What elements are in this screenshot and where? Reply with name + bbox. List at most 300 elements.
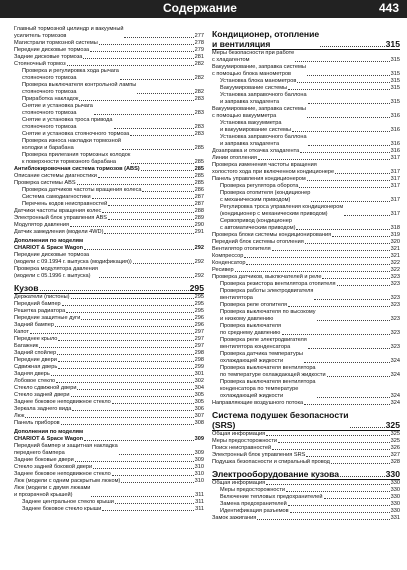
toc-entry[interactable] <box>212 438 400 445</box>
toc-entry-title: Проверка модулятора давления (модели с 05.1996 г. выпуска) <box>14 266 98 279</box>
toc-entry-title: Стекло задней двери <box>14 392 70 398</box>
toc-page-ref: 321 <box>390 246 400 252</box>
toc-dot-leader <box>340 476 385 477</box>
toc-dot-leader <box>58 361 194 362</box>
toc-entry-title: Регулировка троса управления кондиционером (кондиционер с механическим приводом) <box>220 204 344 217</box>
toc-entry-title: Система подушек безопасности (SRS) <box>212 410 349 430</box>
toc-entry-title: Кузов <box>14 283 39 293</box>
toc-entry-title: Передний бампер <box>14 301 61 307</box>
toc-page-ref: 323 <box>390 344 400 350</box>
toc-entry[interactable] <box>14 399 204 406</box>
toc-page-ref: 278 <box>194 40 204 46</box>
toc-dot-leader <box>272 250 390 251</box>
toc-entry-title: Главный тормозной цилиндр и вакуумный усилитель тормозов <box>14 26 124 39</box>
toc-entry[interactable] <box>212 445 400 452</box>
toc-page-ref: 309 <box>194 457 204 463</box>
toc-page-ref: 315 <box>385 39 400 49</box>
toc-page-ref: 316 <box>390 148 400 154</box>
toc-dot-leader <box>77 184 194 185</box>
toc-dot-leader <box>112 403 194 404</box>
toc-entry[interactable] <box>14 131 204 138</box>
toc-page-ref: 285 <box>194 180 204 186</box>
toc-page-ref: 317 <box>390 183 400 189</box>
toc-entry-title: Меры предосторожности <box>212 438 278 444</box>
toc-entry[interactable] <box>212 281 400 288</box>
toc-page-ref: 305 <box>194 399 204 405</box>
toc-dot-leader <box>244 257 389 258</box>
toc-dot-leader <box>130 135 193 136</box>
toc-entry[interactable] <box>14 245 204 252</box>
toc-entry-title: Сдвижная дверь <box>14 364 58 370</box>
toc-entry[interactable] <box>212 508 400 515</box>
toc-entry[interactable] <box>14 308 204 315</box>
toc-entry[interactable] <box>212 309 400 323</box>
toc-page-ref: 330 <box>390 480 400 486</box>
toc-entry[interactable] <box>14 457 204 464</box>
toc-page-ref: 316 <box>390 113 400 119</box>
toc-entry-title: Установка вакуумметра и вакуумирование системы <box>220 120 292 133</box>
toc-dot-leader <box>282 334 390 335</box>
page-number: 443 <box>378 1 399 15</box>
toc-dot-leader <box>292 131 390 132</box>
toc-page-ref: 321 <box>390 253 400 259</box>
toc-page-ref: 316 <box>390 127 400 133</box>
toc-page-ref: 317 <box>390 197 400 203</box>
toc-entry[interactable] <box>14 222 204 229</box>
toc-entry[interactable] <box>14 329 204 336</box>
toc-dot-leader <box>57 354 193 355</box>
toc-page-ref: 323 <box>390 281 400 287</box>
toc-section-heading[interactable] <box>212 29 400 50</box>
toc-page-ref: 288 <box>194 208 204 214</box>
toc-entry[interactable] <box>212 50 400 64</box>
toc-page-ref: 298 <box>194 357 204 363</box>
toc-entry[interactable] <box>14 61 204 68</box>
toc-section-heading[interactable] <box>212 410 400 431</box>
toc-entry[interactable] <box>212 260 400 267</box>
toc-entry-title: Меры предосторожности <box>220 487 286 493</box>
toc-entry[interactable] <box>14 103 204 117</box>
toc-entry[interactable] <box>14 187 204 194</box>
toc-page-ref: 287 <box>194 194 204 200</box>
toc-entry[interactable] <box>212 176 400 183</box>
toc-entry[interactable] <box>212 351 400 365</box>
toc-entry[interactable] <box>14 406 204 413</box>
toc-entry-title: Люк (модели с двумя люками и прозрачной крышей) <box>14 485 91 498</box>
toc-entry[interactable] <box>14 229 204 236</box>
toc-page-ref: 319 <box>390 232 400 238</box>
toc-page-ref: 289 <box>194 215 204 221</box>
toc-page-ref: 323 <box>390 274 400 280</box>
toc-entry[interactable] <box>14 343 204 350</box>
toc-page-ref: 318 <box>390 225 400 231</box>
toc-entry[interactable] <box>212 106 400 120</box>
toc-page-ref: 328 <box>390 459 400 465</box>
toc-entry[interactable] <box>14 499 204 506</box>
toc-page-ref: 324 <box>390 358 400 364</box>
toc-entry[interactable] <box>212 288 400 302</box>
toc-entry[interactable] <box>212 323 400 337</box>
toc-entry[interactable] <box>212 85 400 92</box>
toc-dot-leader <box>296 229 389 230</box>
toc-entry[interactable] <box>14 464 204 471</box>
toc-page-ref: 292 <box>194 273 204 279</box>
toc-entry[interactable] <box>212 274 400 281</box>
toc-entry-title: Компрессор <box>212 253 244 259</box>
toc-entry[interactable] <box>212 64 400 78</box>
toc-entry[interactable] <box>212 337 400 351</box>
toc-entry-title: Проверка выключателя по среднему давлению <box>220 323 282 336</box>
toc-entry-title: Проверка выключателя вентилятора по температуре охлаждающей жидкости <box>220 365 326 378</box>
toc-dot-leader <box>61 424 194 425</box>
toc-entry[interactable] <box>212 452 400 459</box>
toc-entry-title: Включение тепловых предохранителей <box>220 494 323 500</box>
toc-dot-leader <box>331 463 390 464</box>
toc-entry[interactable] <box>212 239 400 246</box>
toc-entry[interactable] <box>212 480 400 487</box>
toc-entry-title: Система самодиагностики <box>22 194 91 200</box>
toc-dot-leader <box>56 382 194 383</box>
toc-entry[interactable] <box>14 152 204 166</box>
toc-dot-leader <box>344 215 389 216</box>
toc-entry[interactable] <box>14 47 204 54</box>
toc-entry-title: Проверка и регулировка хода рычага стояночного тормоза <box>22 68 119 81</box>
toc-entry-title: Проверка блоки системы кондиционирования <box>212 232 332 238</box>
toc-entry[interactable] <box>14 322 204 329</box>
toc-entry[interactable] <box>14 173 204 180</box>
toc-dot-leader <box>327 376 390 377</box>
toc-entry-title: Проверка выключателя контрольной лампы стояночного тормоза <box>22 82 137 95</box>
toc-page-ref: 304 <box>194 385 204 391</box>
toc-entry[interactable] <box>14 350 204 357</box>
toc-entry[interactable] <box>14 506 204 513</box>
toc-page-ref: 282 <box>194 75 204 81</box>
toc-dot-leader <box>75 461 194 462</box>
toc-dot-leader <box>288 505 390 506</box>
toc-entry[interactable] <box>14 208 204 215</box>
toc-page-ref: 295 <box>194 301 204 307</box>
toc-page-ref: 295 <box>189 283 204 293</box>
toc-entry[interactable] <box>14 436 204 443</box>
toc-entry[interactable] <box>212 494 400 501</box>
toc-entry[interactable] <box>212 459 400 466</box>
toc-page-ref: 285 <box>194 159 204 165</box>
toc-entry-title: Антиблокировочная система тормозов (ABS) <box>14 166 140 172</box>
toc-entry[interactable] <box>212 379 400 400</box>
toc-dot-leader <box>306 456 389 457</box>
toc-entry-title: Передние защитные дуги <box>14 315 81 321</box>
toc-page-ref: 292 <box>194 259 204 265</box>
toc-dot-leader <box>235 271 390 272</box>
toc-entry[interactable] <box>212 253 400 260</box>
toc-entry-title: Задние дисковые тормоза <box>14 54 83 60</box>
toc-entry-title: Зеркала заднего вида <box>14 406 72 412</box>
toc-dot-leader <box>90 51 194 52</box>
toc-entry-title: Задняя дверь <box>14 371 50 377</box>
toc-entry[interactable] <box>14 371 204 378</box>
toc-entry[interactable] <box>14 68 204 82</box>
toc-page-ref: 295 <box>194 294 204 300</box>
toc-dot-leader <box>320 46 384 47</box>
toc-dot-leader <box>299 187 389 188</box>
toc-section-heading[interactable] <box>212 469 400 480</box>
toc-page-ref: 285 <box>194 173 204 179</box>
toc-entry[interactable] <box>212 92 400 106</box>
toc-entry-title: Вакуумирование, заправка системы с помощью блока манометров <box>212 64 306 77</box>
toc-dot-leader <box>71 396 194 397</box>
toc-entry-title: Датчики частоты вращения колес <box>14 208 102 214</box>
toc-page-ref: 290 <box>194 222 204 228</box>
toc-dot-leader <box>142 191 193 192</box>
toc-entry-title: Люк (модели с одним раскрытым люком) <box>14 478 121 484</box>
toc-page-ref: 292 <box>194 245 204 251</box>
toc-dot-leader <box>122 149 194 150</box>
toc-dot-leader <box>307 117 390 118</box>
toc-dot-leader <box>288 306 390 307</box>
toc-entry[interactable] <box>14 471 204 478</box>
toc-page-ref: 317 <box>390 211 400 217</box>
toc-entry-title: Перечень кодов неисправностей <box>22 201 108 207</box>
toc-entry[interactable] <box>14 478 204 485</box>
toc-dot-leader <box>84 249 194 250</box>
toc-entry[interactable] <box>212 232 400 239</box>
toc-entry[interactable] <box>14 485 204 499</box>
toc-page-ref: 282 <box>194 61 204 67</box>
toc-page-ref: 287 <box>194 201 204 207</box>
toc-entry[interactable] <box>212 487 400 494</box>
toc-entry-title: CHARIOT & Space Wagon <box>14 436 84 442</box>
toc-entry-title: Задние боковые двери <box>14 457 74 463</box>
toc-entry-title: Проверка выключателя вентилятора конденсатора по температуре охлаждающей жидкости <box>220 379 316 399</box>
toc-entry[interactable] <box>212 183 400 190</box>
toc-entry-title: Решетка радиатора <box>14 308 66 314</box>
toc-entry[interactable] <box>212 218 400 232</box>
toc-entry[interactable] <box>14 266 204 280</box>
toc-dot-leader <box>308 348 390 349</box>
toc-page-ref: 299 <box>194 364 204 370</box>
toc-entry[interactable] <box>14 194 204 201</box>
toc-entry[interactable] <box>14 443 204 457</box>
toc-dot-leader <box>290 512 390 513</box>
toc-dot-leader <box>39 347 193 348</box>
toc-page-ref: 282 <box>194 89 204 95</box>
toc-entry[interactable] <box>212 78 400 85</box>
toc-dot-leader <box>350 427 385 428</box>
toc-entry-title: Проверка износа накладки тормозной колодки и барабана <box>22 138 121 151</box>
toc-dot-leader <box>102 510 194 511</box>
toc-page-ref: 283 <box>194 110 204 116</box>
toc-entry-title: Заднее боковое стекло крыши <box>22 506 102 512</box>
toc-entry[interactable] <box>212 400 400 407</box>
toc-page-ref: 317 <box>390 169 400 175</box>
toc-entry[interactable] <box>14 180 204 187</box>
toc-entry[interactable] <box>212 190 400 204</box>
toc-dot-leader <box>286 491 390 492</box>
toc-section-heading[interactable] <box>14 283 204 294</box>
toc-entry-title: Вентилятор отопителя <box>212 246 271 252</box>
toc-page-ref: 285 <box>194 145 204 151</box>
toc-entry[interactable] <box>212 501 400 508</box>
toc-subheading: Дополнения по моделям <box>14 238 84 244</box>
toc-entry-title: Панель управления кондиционером <box>212 176 306 182</box>
toc-entry[interactable] <box>212 148 400 155</box>
toc-dot-leader <box>266 484 389 485</box>
toc-entry[interactable] <box>212 246 400 253</box>
toc-page-ref: 283 <box>194 131 204 137</box>
toc-entry[interactable] <box>14 315 204 322</box>
toc-page-ref: 330 <box>390 508 400 514</box>
toc-dot-leader <box>72 410 193 411</box>
toc-entry[interactable] <box>212 204 400 218</box>
toc-dot-leader <box>297 82 389 83</box>
toc-entry-title: Проверка реле электродвигателя вентилятора конденсатора <box>220 337 307 350</box>
toc-entry[interactable] <box>14 385 204 392</box>
toc-entry[interactable] <box>14 166 204 173</box>
toc-dot-leader <box>258 159 390 160</box>
toc-entry-title: Снятие и установка троса привода стояночного тормоза <box>22 117 113 130</box>
toc-dot-leader <box>137 93 193 94</box>
toc-entry[interactable] <box>14 26 204 40</box>
toc-entry[interactable] <box>14 215 204 222</box>
toc-page-ref: 295 <box>194 308 204 314</box>
toc-entry[interactable] <box>212 155 400 162</box>
toc-entry[interactable] <box>14 294 204 301</box>
toc-entry-title: Описание системы диагностики <box>14 173 97 179</box>
toc-entry-title: Проверка работы электродвигателя вентилятора <box>220 288 314 301</box>
toc-entry[interactable] <box>14 378 204 385</box>
toc-dot-leader <box>308 145 390 146</box>
toc-entry-title: Заднее боковое неподвижное стекло <box>14 399 111 405</box>
toc-entry[interactable] <box>14 364 204 371</box>
toc-entry[interactable] <box>212 515 400 522</box>
toc-dot-leader <box>278 442 390 443</box>
toc-page-ref: 315 <box>390 99 400 105</box>
toc-entry-title: Электронный блок управления SRS <box>212 452 306 458</box>
toc-page-ref: 297 <box>194 343 204 349</box>
toc-entry[interactable] <box>14 336 204 343</box>
toc-left-column <box>14 26 204 513</box>
toc-page-ref: 283 <box>194 96 204 102</box>
toc-page-ref: 311 <box>195 499 204 505</box>
toc-entry[interactable] <box>212 267 400 274</box>
toc-entry[interactable] <box>14 413 204 420</box>
toc-page-ref: 330 <box>390 501 400 507</box>
toc-page-ref: 315 <box>390 57 400 63</box>
toc-entry[interactable] <box>14 201 204 208</box>
toc-entry[interactable] <box>212 302 400 309</box>
toc-page-ref: 326 <box>390 445 400 451</box>
toc-entry-title: Магистрали тормозной системы <box>14 40 98 46</box>
toc-page-ref: 323 <box>390 316 400 322</box>
toc-entry-title: Кондиционер, отопление и вентиляция <box>212 29 320 49</box>
toc-dot-leader <box>322 278 389 279</box>
toc-dot-leader <box>288 89 389 90</box>
toc-page-ref: 330 <box>390 487 400 493</box>
toc-entry[interactable] <box>14 420 204 427</box>
toc-entry[interactable] <box>212 120 400 134</box>
toc-entry[interactable] <box>212 134 400 148</box>
toc-dot-leader <box>67 65 194 66</box>
toc-dot-leader <box>307 75 390 76</box>
toc-entry-title: Багажник <box>14 343 39 349</box>
toc-entry[interactable] <box>14 54 204 61</box>
toc-dot-leader <box>307 180 390 181</box>
toc-dot-leader <box>99 44 194 45</box>
toc-page-ref: 309 <box>194 436 204 442</box>
toc-dot-leader <box>83 58 193 59</box>
toc-entry-title: Установка заправочного баллона и заправка хладагента <box>220 92 307 105</box>
toc-entry-title: Конденсатор <box>212 260 246 266</box>
toc-entry[interactable] <box>14 392 204 399</box>
toc-entry[interactable] <box>14 301 204 308</box>
toc-entry[interactable] <box>14 357 204 364</box>
toc-entry-title: Датчик замедления (модели 4WD) <box>14 229 104 235</box>
toc-page-ref: 320 <box>390 239 400 245</box>
toc-dot-leader <box>304 404 389 405</box>
toc-dot-leader <box>124 37 193 38</box>
toc-dot-leader <box>30 333 194 334</box>
toc-page-ref: 306 <box>194 406 204 412</box>
toc-page-ref: 296 <box>194 322 204 328</box>
toc-page-ref: 330 <box>385 469 400 479</box>
toc-dot-leader <box>104 233 193 234</box>
toc-entry-title: Общая информация <box>212 431 266 437</box>
toc-entry-title: Проверка датчиков частоты вращения колеса <box>22 187 142 193</box>
toc-entry-title: Капот <box>14 329 29 335</box>
toc-entry[interactable] <box>14 96 204 103</box>
toc-page-ref: 311 <box>195 506 204 512</box>
toc-dot-leader <box>141 170 194 171</box>
toc-dot-leader <box>119 454 194 455</box>
toc-entry[interactable] <box>212 162 400 176</box>
toc-dot-leader <box>120 79 194 80</box>
toc-dot-leader <box>324 498 390 499</box>
toc-page-ref: 327 <box>390 452 400 458</box>
toc-entry[interactable] <box>212 365 400 379</box>
toc-entry-title: Проверка выключателя по высокому и низкому давлению <box>220 309 316 322</box>
toc-dot-leader <box>337 285 390 286</box>
toc-page-ref: 301 <box>194 371 204 377</box>
toc-entry[interactable] <box>212 431 400 438</box>
toc-entry[interactable] <box>14 252 204 266</box>
toc-dot-leader <box>94 114 194 115</box>
toc-entry[interactable] <box>14 40 204 47</box>
toc-entry-title: Панель приборов <box>14 420 60 426</box>
toc-entry[interactable] <box>14 138 204 152</box>
toc-entry-title: Проверка датчиков, выключателей и реле <box>212 274 322 280</box>
toc-entry[interactable] <box>14 117 204 131</box>
toc-dot-leader <box>305 243 390 244</box>
toc-dot-leader <box>332 236 390 237</box>
toc-entry-title: Вакуумирование системы <box>220 85 288 91</box>
toc-entry-title: Заднее центральное стекло крыши <box>22 499 114 505</box>
toc-page-ref: 310 <box>194 464 204 470</box>
toc-dot-leader <box>71 298 194 299</box>
toc-dot-leader <box>308 103 390 104</box>
toc-page-ref: 317 <box>390 176 400 182</box>
toc-subheading: Дополнения по моделям <box>14 429 84 435</box>
toc-page-ref: 331 <box>390 515 400 521</box>
toc-entry[interactable] <box>14 82 204 96</box>
toc-entry-title: Передний блок системы отопления <box>212 239 304 245</box>
toc-dot-leader <box>317 397 390 398</box>
toc-dot-leader <box>272 449 390 450</box>
toc-entry-title: Направляющие воздушного потока <box>212 400 304 406</box>
toc-dot-leader <box>317 320 390 321</box>
toc-page-ref: 298 <box>194 350 204 356</box>
page-header <box>0 0 407 18</box>
toc-page-ref: 310 <box>194 471 204 477</box>
